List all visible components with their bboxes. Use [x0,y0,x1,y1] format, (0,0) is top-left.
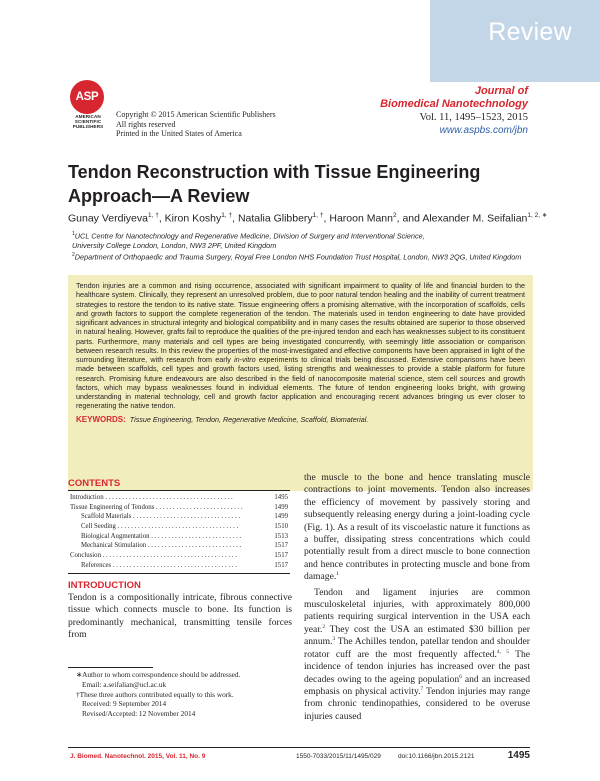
author-affil-marker: 1, † [312,212,324,219]
section-tab [430,0,600,82]
asp-logo-mark: ASP [70,80,104,114]
footnote-revised: Revised/Accepted: 12 November 2014 [82,709,196,719]
toc-page: 1499 [274,513,288,521]
journal-info [380,85,528,137]
publisher-logo [70,80,106,129]
affiliation-number: 1 [72,231,75,237]
intro-paragraph: Tendon is a compositionally intricate, fibrous connective tissue which connects muscle to bone. Its function is predominantly mechanical, transmitting tensile forces from [68,592,292,641]
author-name: Gunay Verdiyeva [68,212,148,225]
toc-label: Biological Augmentation . . . . . . . . . . . . . . . . . . . . . . . . . . . [81,532,242,540]
footnote-email[interactable]: Email: a.seifalian@ucl.ac.uk [82,679,167,689]
citation-marker: 4, 5 [496,648,510,655]
toc-item-mechanical-stimulation[interactable] [68,541,290,551]
intro-heading: INTRODUCTION [68,580,141,591]
toc-label: Conclusion . . . . . . . . . . . . . . . . . . . . . . . . . . . . . . . . . . . . . . . . [70,552,237,560]
journal-title-line2: Biomedical Nanotechnology [380,98,528,110]
page-number: 1495 [507,750,530,761]
toc-item-scaffold-materials[interactable] [68,512,290,522]
author-list [68,211,548,225]
author-name: Natalia Glibbery [237,212,313,225]
title-line-2: Approach—A Review [68,186,250,206]
footer-issn: 1550-7033/2015/11/1495/029 [296,753,381,760]
right-column-body [304,472,530,723]
toc-label: Scaffold Materials . . . . . . . . . . . . . . . . . . . . . . . . . . . . . . . . [81,513,241,521]
footnotes [68,670,292,719]
toc-item-introduction[interactable] [68,493,290,503]
toc-label: Mechanical Stimulation . . . . . . . . . . . . . . . . . . . . . . . . . . . . [81,542,242,550]
author-separator: , [158,212,165,225]
author-affil-marker: 1, † [221,212,233,219]
logo-line-publishers: PUBLISHERS [72,124,104,129]
body-text: Tendon and ligament injuries are common musculoskeletal injuries, with approximately 800,000 patients requiring surgical intervention in the USA each year. [304,586,530,635]
body-paragraph [304,472,530,584]
toc-item-conclusion[interactable] [68,551,290,561]
copyright-block [116,110,276,139]
toc-item-cell-seeding[interactable] [68,522,290,532]
author-separator: , [323,212,330,225]
footnote-equal-contribution: †These three authors contributed equally to this work. [76,689,234,699]
body-paragraph [304,587,530,723]
journal-title-line1: Journal of [474,85,528,97]
body-text: The Achilles tendon, patellar tendon and shoulder rotator cuff are the most frequently affected. [304,636,530,660]
citation-marker: 6 [459,673,462,680]
citation-marker: 7 [420,685,424,692]
toc-page: 1517 [274,542,288,550]
citation-marker: 2 [322,623,326,630]
toc-page: 1513 [274,532,288,540]
article-title [68,160,538,208]
body-text: and an increased emphasis on physical activity. [304,673,530,697]
author-separator: , [232,212,238,225]
toc-page: 1510 [274,523,288,531]
toc-item-biological-augmentation[interactable] [68,532,290,542]
printed-line: Printed in the United States of America [116,129,242,138]
abstract-part: experiments to clinical trials being discussed. Extensive comparisons have been made between scaffolds, cell types and growth factors used, listing strengths and weaknesses to provide a stable platform for future research. Promising future endeavours are also described in the field of nanocomposite material science, stem cell sources and growth factors, which may bypass weaknesses found in individual elements. The future of tendon engineering looks bright, with growing understanding in material technology, cell and growth factor application and encouraging recent advances bringing us ever closer to regenerating the native tendon. [76,355,525,411]
citation-marker: 3 [332,636,336,643]
toc-label: Cell Seeding . . . . . . . . . . . . . . . . . . . . . . . . . . . . . . . . . . . . [81,523,239,531]
affiliation-number: 2 [72,252,75,258]
rights-line: All rights reserved [116,119,176,129]
toc-label: References . . . . . . . . . . . . . . . . . . . . . . . . . . . . . . . . . . . . . [81,561,237,569]
footnote-divider [68,667,153,668]
copyright-line: Copyright © 2015 American Scientific Publishers [116,110,276,119]
journal-url-link[interactable]: www.aspbs.com/jbn [439,125,528,136]
body-text: Tendon injuries may range from chronic tendinopathies, considered to be overuse injuries caused [304,685,530,722]
body-text: The incidence of tendon injuries has increased over the past decades owing to the ageing population [304,648,530,685]
logo-line-american: AMERICAN [75,114,101,119]
author-separator: , and [396,212,423,225]
abstract-part: Tendon injuries are a common and rising occurrence, associated with significant impairment to quality of life and financial burden to the healthcare system. Clinically, they represent an unresolved problem, due to poor natural tendon healing and the inability of current treatment strategies to restore the tendon to its native state. Tissue engineering offers a promising alternative, with the incorporation of scaffolds, cells and growth factors to support the complete regeneration of the tendon. The materials used in tendon engineering to date have provided significant advances in structural integrity and biological compatibility and in many cases the results obtained are superior to those observed in natural healing. However, grafts fail to reproduce the qualities of the pre-injured tendon and each has weaknesses subject to its constituent parts. Furthermore, many materials and cell types are being investigated concurrently, with seemingly little association or comparison between research results. In this review the properties of the most-investigated and effective components have been appraised in light of the surrounding literature, with research from early [76,281,525,364]
author-affil-marker: 2 [392,212,397,219]
author-affil-marker: 1, 2, ∗ [527,212,548,219]
abstract-box [68,275,533,491]
logo-line-scientific: SCIENTIFIC [74,119,102,124]
author-name: Alexander M. Seifalian [422,212,528,225]
footer-citation: J. Biomed. Nanotechnol. 2015, Vol. 11, No. 9 [70,753,206,760]
abstract-italic: in-vitro [234,355,256,364]
page-footer [68,751,530,763]
section-tab-label: Review [488,18,572,46]
toc-page: 1495 [274,494,288,501]
keywords [76,415,525,424]
toc-page: 1499 [274,503,288,511]
author-affil-marker: 1, † [147,212,159,219]
title-line-1: Tendon Reconstruction with Tissue Engineering [68,162,481,182]
footer-divider [68,747,530,748]
keywords-list: Tissue Engineering, Tendon, Regenerative Medicine, Scaffold, Biomaterial. [129,414,369,424]
journal-volume: Vol. 11, 1495–1523, 2015 [419,112,528,123]
toc-label: Tissue Engineering of Tendons . . . . . . . . . . . . . . . . . . . . . . . . . . [70,503,243,511]
body-text: the muscle to the bone and hence translating muscle contractions to joint movements. Tendon also increases the efficiency of movement by passively storing and subsequently releasing energy during a joint-loading cycle (Fig. 1). As a result of its viscoelastic nature it functions as a buffer, dissipating stress concentrations which could potentially result from a direct muscle to bone connection and hence contributes in protecting muscle and bone from damage. [304,472,530,583]
contents-table [68,490,290,574]
affiliation-2 [72,250,542,262]
toc-label: Introduction . . . . . . . . . . . . . . . . . . . . . . . . . . . . . . . . . . . . . . [70,494,233,501]
affiliation-text: University College London, London, NW3 2PF, United Kingdom [72,241,277,251]
citation-marker: 1 [336,571,339,578]
affiliation-1 [72,229,542,251]
keywords-label: KEYWORDS: [76,414,126,424]
toc-page: 1517 [274,561,288,569]
toc-page: 1517 [274,552,288,560]
footer-doi[interactable]: doi:10.1166/jbn.2015.2121 [398,753,475,760]
toc-item-references[interactable] [68,561,290,571]
author-name: Haroon Mann [329,212,393,225]
affiliation-text: UCL Centre for Nanotechnology and Regenerative Medicine, Division of Surgery and Interventional Science, [74,231,425,241]
body-text: They cost the USA an estimated $30 billion per annum. [304,623,530,648]
contents-heading: CONTENTS [68,478,121,489]
toc-item-tissue-engineering[interactable] [68,503,290,513]
author-name: Kiron Koshy [164,212,222,225]
footnote-received: Received: 9 September 2014 [82,699,167,709]
footnote-correspondence: ∗Author to whom correspondence should be addressed. [76,670,241,679]
abstract-text [76,281,525,411]
affiliation-text: Department of Orthopaedic and Trauma Surgery, Royal Free London NHS Foundation Trust Hospital, London, NW3 2QG, United Kingdom [74,252,522,262]
